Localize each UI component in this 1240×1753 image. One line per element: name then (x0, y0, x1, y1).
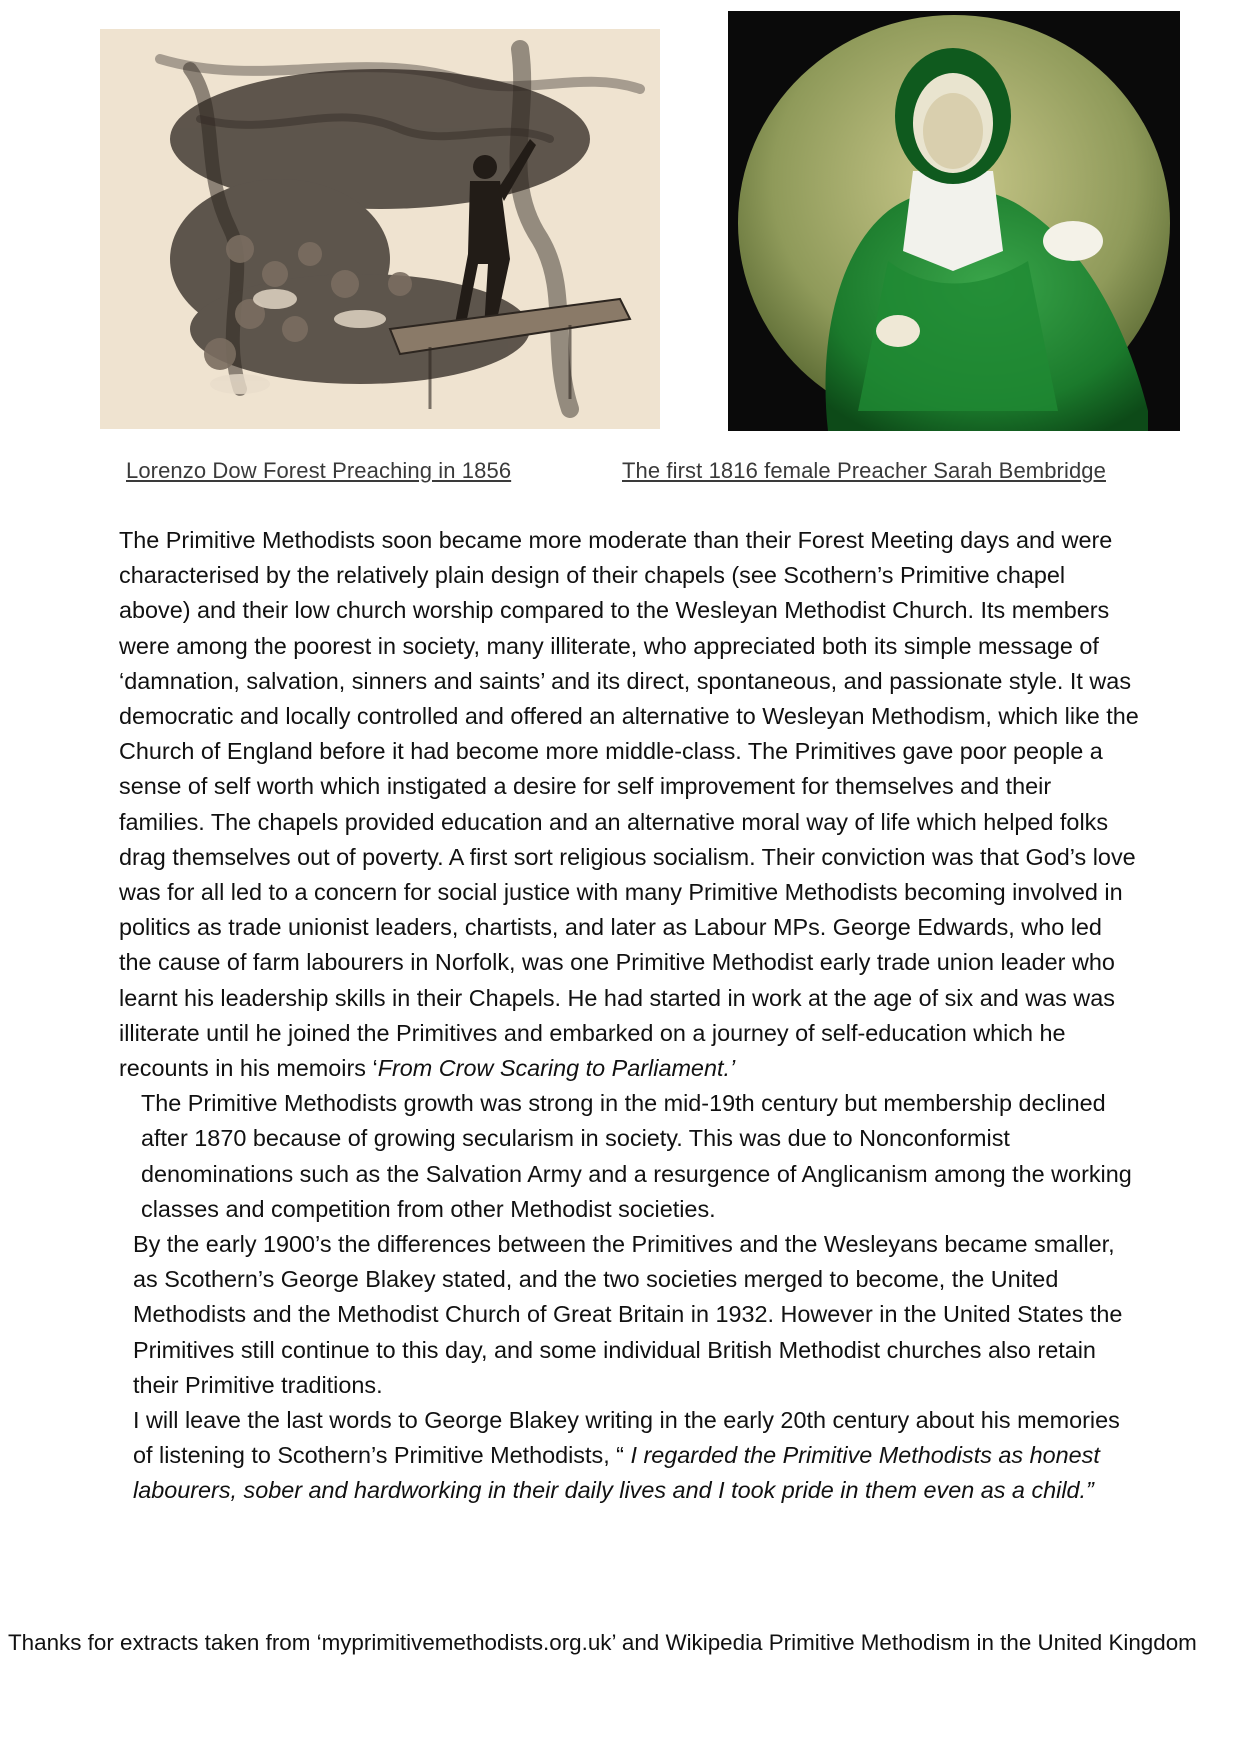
forest-preaching-caption: Lorenzo Dow Forest Preaching in 1856 (126, 458, 512, 483)
paragraph-last-words (119, 1403, 1139, 1509)
memoir-title: From Crow Scaring to Parliament.’ (377, 1055, 736, 1082)
footer-credits: Thanks for extracts taken from ‘myprimitivemethodists.org.uk’ and Wikipedia Primitive Methodism in the United Kingdom (8, 1630, 1197, 1655)
sarah-bembridge-caption: The first 1816 female Preacher Sarah Bembridge (622, 458, 1106, 483)
blakey-quote: I regarded the Primitive Methodists as honest labourers, sober and hardworking in their daily lives and I took pride in them even as a child.” (133, 1442, 1100, 1504)
paragraph-merger: By the early 1900’s the differences between the Primitives and the Wesleyans became smaller, as Scothern’s George Blakey stated, and the two societies merged to become, the United Methodists and the Methodist Church of Great Britain in 1932. However in the United States the Primitives still continue to this day, and some individual British Methodist churches also retain their Primitive traditions. (133, 1231, 1123, 1398)
paragraph-primitive-methodists-text: The Primitive Methodists soon became more moderate than their Forest Meeting days and were characterised by the relatively plain design of their chapels (see Scothern’s Primitive chapel above) and their low church worship compared to the Wesleyan Methodist Church. Its members were among the poorest in society, many illiterate, who appreciated both its simple message of ‘damnation, salvation, sinners and saints’ and its direct, spontaneous, and passionate style. It was democratic and locally controlled and offered an alternative to Wesleyan Methodism, which like the Church of England before it had become more middle-class. The Primitives gave poor people a sense of self worth which instigated a desire for self improvement for themselves and their families. The chapels provided education and an alternative moral way of life which helped folks drag themselves out of poverty. A first sort religious socialism. Their conviction was that God’s love was for all led to a concern for social justice with many Primitive Methodists becoming involved in politics as trade unionist leaders, chartists, and later as Labour MPs. George Edwards, who led the cause of farm labourers in Norfolk, was one Primitive Methodist early trade union leader who learnt his leadership skills in their Chapels. He had started in work at the age of six and was was illiterate until he joined the Primitives and embarked on a journey of self-education which he recounts in his memoirs ‘ (119, 527, 1139, 1082)
paragraph-last-words-text: I will leave the last words to George Blakey writing in the early 20th century about his memories of listening to Scothern’s Primitive Methodists, “ (133, 1407, 1120, 1469)
article-body (119, 523, 1139, 1509)
paragraph-growth-decline: The Primitive Methodists growth was strong in the mid-19th century but membership declined after 1870 because of growing secularism in society. This was due to Nonconformist denominations such as the Salvation Army and a resurgence of Anglicanism among the working classes and competition from other Methodist societies. (141, 1090, 1132, 1222)
forest-preaching-engraving (100, 29, 660, 429)
sarah-bembridge-portrait (728, 11, 1180, 431)
paragraph-primitive-methodists (119, 523, 1139, 1086)
